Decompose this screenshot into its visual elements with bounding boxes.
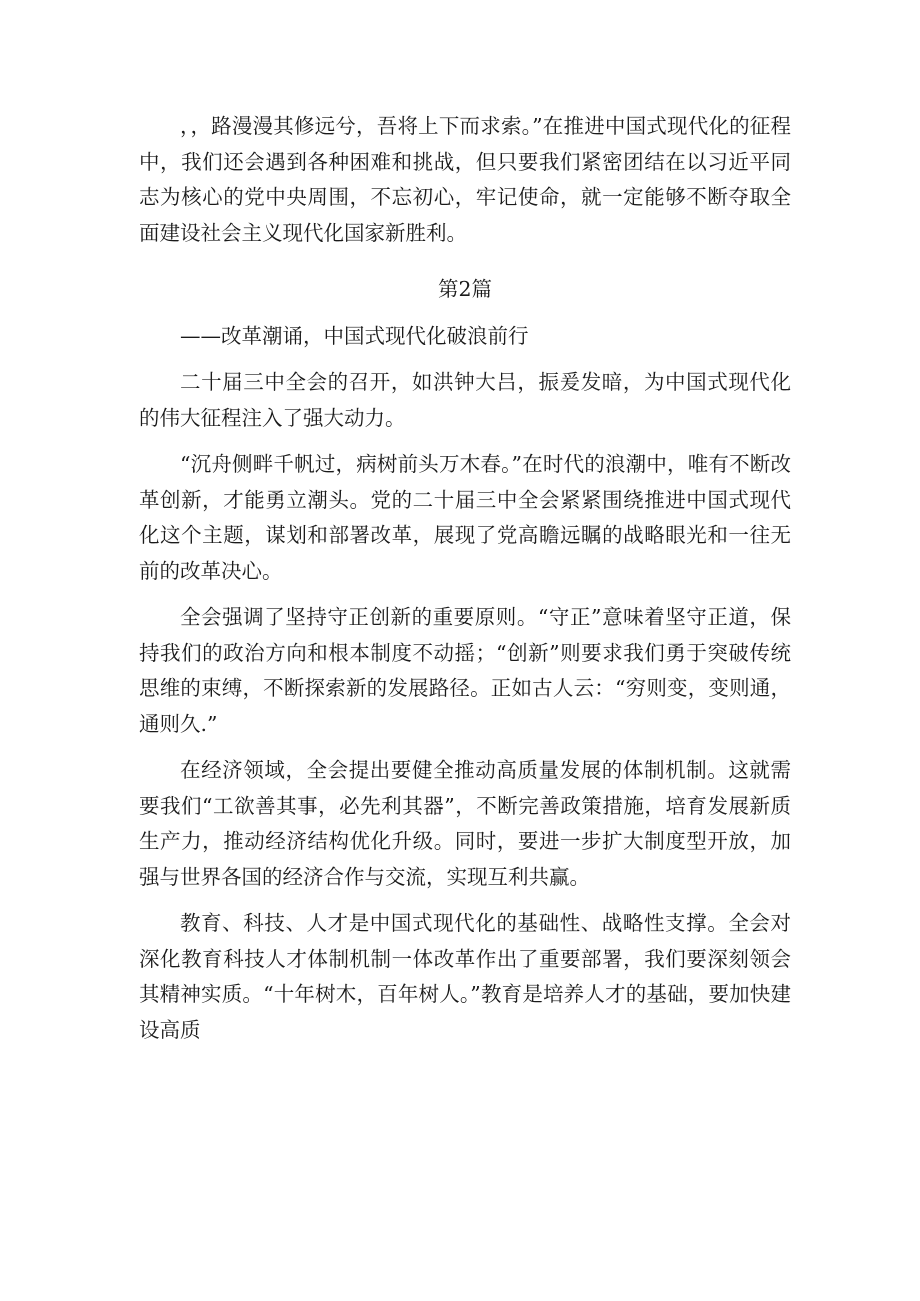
body-paragraph: 在经济领域，全会提出要健全推动高质量发展的体制机制。这就需要我们“工欲善其事，必先利其器”，不断完善政策措施，培育发展新质生产力，推动经济结构优化升级。同时，要进一步扩大制度型开放，加强与世界各国的经济合作与交流，实现互利共赢。 bbox=[139, 758, 791, 889]
body-paragraph: 教育、科技、人才是中国式现代化的基础性、战略性支撑。全会对深化教育科技人才体制机制一体改革作出了重要部署，我们要深刻领会其精神实质。“十年树木，百年树人。”教育是培养人才的基础，要加快建设高质 bbox=[139, 911, 791, 1042]
document-body bbox=[139, 109, 791, 1048]
section-subtitle: ——改革潮诵，中国式现代化破浪前行 bbox=[180, 323, 529, 348]
body-paragraph: 二十届三中全会的召开，如洪钟大吕，振爰发暗，为中国式现代化的伟大征程注入了强大动力。 bbox=[139, 370, 791, 430]
body-paragraph: 全会强调了坚持守正创新的重要原则。“守正”意味着坚守正道，保持我们的政治方向和根本制度不动摇；“创新”则要求我们勇于突破传统思维的束缚，不断探索新的发展路径。正如古人云：“穷则变，变则通，通则久.” bbox=[139, 605, 791, 736]
body-paragraph: “沉舟侧畔千帆过，病树前头万木春。”在时代的浪潮中，唯有不断改革创新，才能勇立潮头。党的二十届三中全会紧紧围绕推进中国式现代化这个主题，谋划和部署改革，展现了党高瞻远瞩的战略眼光和一往无前的改革决心。 bbox=[139, 452, 791, 583]
intro-paragraph: ，，路漫漫其修远兮，吾将上下而求索。”在推进中国式现代化的征程中，我们还会遇到各种困难和挑战，但只要我们紧密团结在以习近平同志为核心的党中央周围，不忘初心，牢记使命，就一定能够不断夺取全面建设社会主义现代化国家新胜利。 bbox=[139, 114, 791, 245]
section-heading: 第2篇 bbox=[437, 277, 493, 301]
